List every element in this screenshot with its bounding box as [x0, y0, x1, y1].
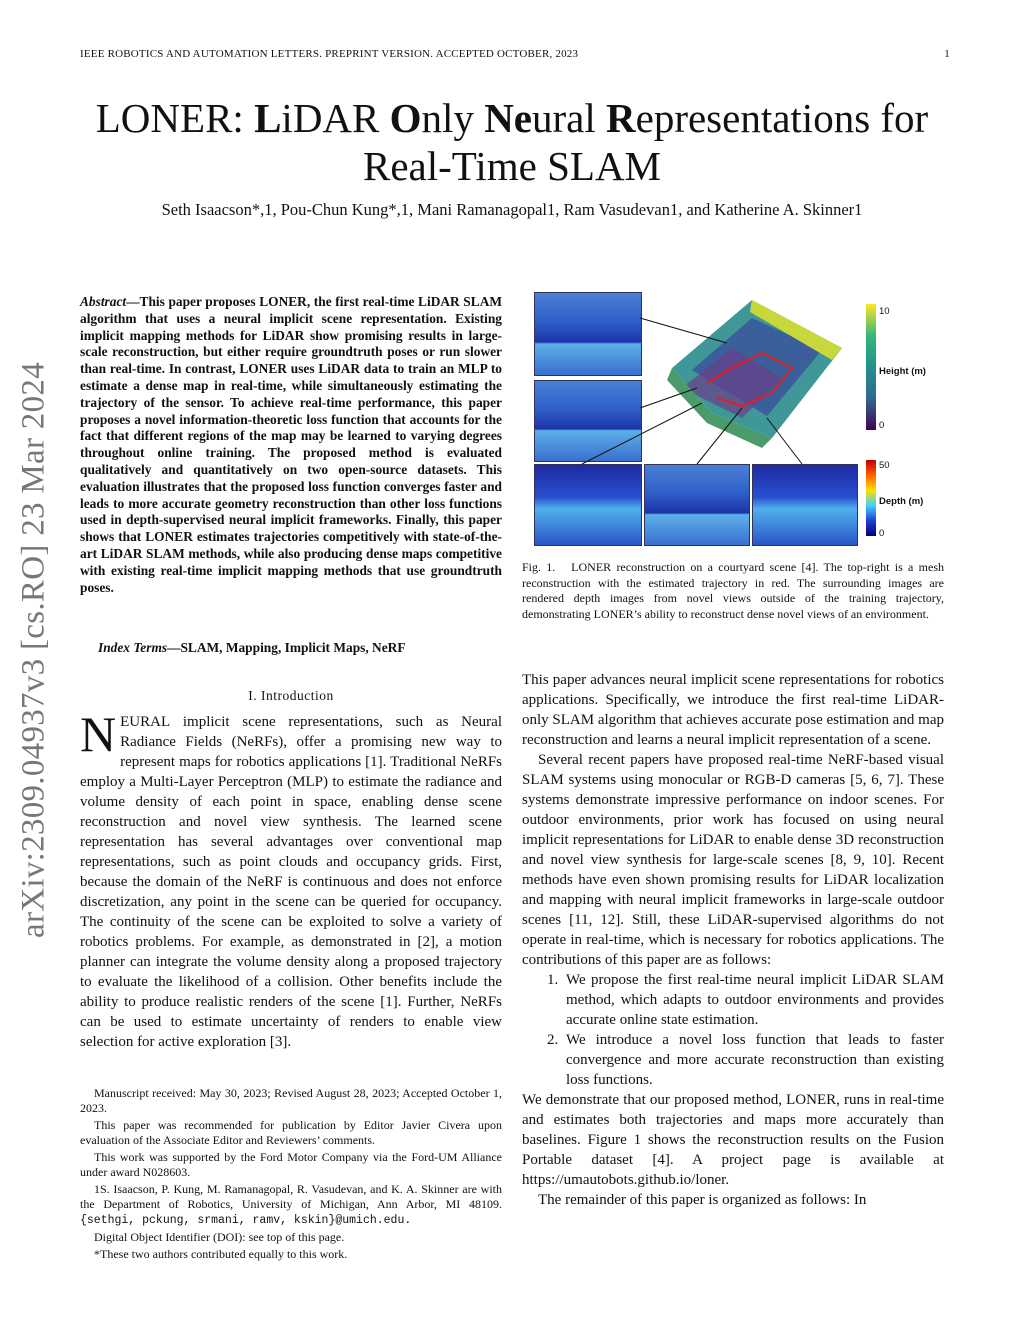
paragraph-4: The remainder of this paper is organized as follows: In — [538, 1192, 867, 1208]
depth-label: Depth (m) — [879, 496, 924, 507]
footnote-equal: *These two authors contributed equally to this work. — [94, 1247, 348, 1261]
section-heading: I. Introduction — [248, 688, 334, 703]
height-colorbar — [866, 304, 876, 430]
footnote-received: Manuscript received: May 30, 2023; Revised August 28, 2023; Accepted October 1, 2023. — [80, 1086, 502, 1115]
page-number: 1 — [944, 48, 950, 60]
depth-min: 0 — [879, 528, 885, 539]
paragraph-2: Several recent papers have proposed real-time NeRF-based visual SLAM systems using monocular or RGB-D cameras [5, 6, 7]. These systems demonstrate impressive performance on indoor scenes. For outdoor environments, prior work has focused on using neural implicit representations for LiDAR to enable dense 3D reconstruction and novel view synthesis for large-scale scenes [8, 9, 10]. Recent methods have even shown promising results for LiDAR localization and mapping with neural implicit frameworks in large-scale outdoor scenes [11, 12]. Still, these LiDAR-supervised algorithms do not operate in real-time, which is necessary for robotics applications. The contributions of this paper are as follows: — [522, 752, 944, 968]
caption-label: Fig. 1. — [522, 560, 556, 574]
paragraph-3: We demonstrate that our proposed method, LONER, runs in real-time and estimates both trajectories and maps more accurately than baselines. Figure 1 shows the reconstruction results on the Fusion Portable dataset [4]. A project page is available at https://umautobots.github.io/loner. — [522, 1092, 944, 1188]
abstract — [80, 294, 502, 596]
footnote-editor: This paper was recommended for publication by Editor Javier Civera upon evaluation of the Associate Editor and Reviewers’ comments. — [80, 1118, 502, 1147]
author-list: Seth Isaacson*,1, Pou-Chun Kung*,1, Mani Ramanagopal1, Ram Vasudevan1, and Katherine A. Skinner1 — [161, 200, 863, 219]
index-terms-text: —SLAM, Mapping, Implicit Maps, NeRF — [167, 640, 406, 655]
title-line-2: Real-Time SLAM — [362, 143, 662, 189]
footnote-affiliation: 1S. Isaacson, P. Kung, M. Ramanagopal, R. Vasudevan, and K. A. Skinner are with the Department of Robotics, University of Michigan, Ann Arbor, MI 48109. {sethgi, pckung, srmani, ramv, kskin}@umich.edu. — [80, 1182, 502, 1227]
footnote-emails: {sethgi, pckung, srmani, ramv, kskin}@umich.edu. — [80, 1214, 412, 1227]
drop-cap: N — [80, 706, 117, 762]
list-item: 2. We introduce a novel loss function that leads to faster convergence and more accurate reconstruction than existing loss functions. — [562, 1030, 944, 1090]
arxiv-stamp: arXiv:2309.04937v3 [cs.RO] 23 Mar 2024 — [15, 362, 52, 938]
caption-text: LONER reconstruction on a courtyard scene [4]. The top-right is a mesh reconstruction with the estimated trajectory in red. The surrounding images are rendered depth images from novel views outside of the training trajectory, demonstrating LONER’s ability to reconstruct dense novel views of an environment. — [522, 560, 944, 621]
intro-paragraph: NEURAL implicit scene representations, such as Neural Radiance Fields (NeRFs), offer a promising new way to represent maps for robotics applications [1]. Traditional NeRFs employ a Multi-Layer Perceptron (MLP) to estimate the radiance and volume density of each point in space, enabling dense scene reconstruction and novel view synthesis. The learned scene representation has several advantages over conventional map representations, such as point clouds and occupancy grids. First, because the domain of the NeRF is continuous and does not enforce discretization, any point in the scene can be queried for occupancy. The continuity of the scene can be exploited to solve a variety of robotics problems. For example, as demonstrated in [2], a motion planner can integrate the volume density along a proposed trajectory to evaluate the likelihood of a collision. Other benefits include the ability to produce realistic renders of the scene [1]. Further, NeRFs can be used to estimate uncertainty of renders to enable view selection for active exploration [3]. — [80, 706, 502, 1050]
footnotes — [80, 1086, 502, 1264]
paper-title — [40, 94, 984, 190]
title-line-1: LONER: LiDAR Only Neural Representations for — [95, 95, 929, 141]
contributions-list — [522, 970, 944, 1090]
abstract-text: —This paper proposes LONER, the first real-time LiDAR SLAM algorithm that uses a neural implicit scene representation. Existing implicit mapping methods for LiDAR show promising results in large-scale reconstruction, but either require groundtruth poses or run slower than real-time. In contrast, LONER uses LiDAR data to train an MLP to estimate a dense map in real-time, while simultaneously estimating the trajectory of the sensor. To achieve real-time performance, this paper proposes a novel information-theoretic loss function that accounts for the fact that different regions of the map may be learned to varying degrees throughout online training. The proposed method is evaluated qualitatively and quantitatively on two open-source datasets. This evaluation illustrates that the proposed loss function converges faster and leads to more accurate geometry reconstruction than other loss functions used in depth-supervised neural implicit frameworks. Finally, this paper shows that LONER estimates trajectories competitively with state-of-the-art LiDAR SLAM methods, while also producing dense maps competitive with existing real-time implicit mapping methods that use groundtruth poses. — [80, 294, 502, 595]
index-terms-label: Index Terms — [98, 640, 168, 655]
index-terms — [80, 640, 502, 656]
height-label: Height (m) — [879, 366, 926, 377]
paragraph-1: This paper advances neural implicit scene representations for robotics applications. Specifically, we introduce the first real-time LiDAR-only SLAM algorithm that achieves accurate pose estimation and map reconstruction and learns a neural implicit representation of a scene. — [522, 672, 944, 748]
figure-1 — [522, 288, 952, 548]
footnote-doi: Digital Object Identifier (DOI): see top of this page. — [94, 1230, 345, 1244]
depth-colorbar — [866, 460, 876, 536]
height-min: 0 — [879, 420, 885, 431]
right-column — [522, 670, 944, 1210]
list-item: 1. We propose the first real-time neural implicit LiDAR SLAM method, which adapts to outdoor environments and provides accurate online state estimation. — [562, 970, 944, 1030]
running-header — [80, 48, 950, 60]
abstract-label: Abstract — [80, 294, 127, 309]
intro-text: implicit scene representations, such as Neural Radiance Fields (NeRFs), offer a promising new way to represent maps for robotics applications [1]. Traditional NeRFs employ a Multi-Layer Perceptron (MLP) to estimate the radiance and volume density of each point in space, enabling dense scene reconstruction and novel view synthesis. The learned scene representation has several advantages over conventional map representations, such as point clouds and occupancy grids. First, because the domain of the NeRF is continuous and does not enforce discretization, any point in the scene can be queried for occupancy. The continuity of the scene can be exploited to solve a variety of robotics problems. For example, as demonstrated in [2], a motion planner can integrate the volume density along a proposed trajectory to evaluate the likelihood of a collision. Other benefits include the ability to produce realistic renders of the scene [1]. Further, NeRFs can be used to estimate uncertainty of renders to enable view selection for active exploration [3]. — [80, 714, 502, 1050]
figure-caption — [522, 560, 944, 622]
running-title: IEEE ROBOTICS AND AUTOMATION LETTERS. PREPRINT VERSION. ACCEPTED OCTOBER, 2023 — [80, 48, 579, 60]
footnote-support: This work was supported by the Ford Motor Company via the Ford-UM Alliance under award N028603. — [80, 1150, 502, 1179]
depth-max: 50 — [879, 460, 890, 471]
height-max: 10 — [879, 306, 890, 317]
mesh-reconstruction — [522, 288, 952, 548]
